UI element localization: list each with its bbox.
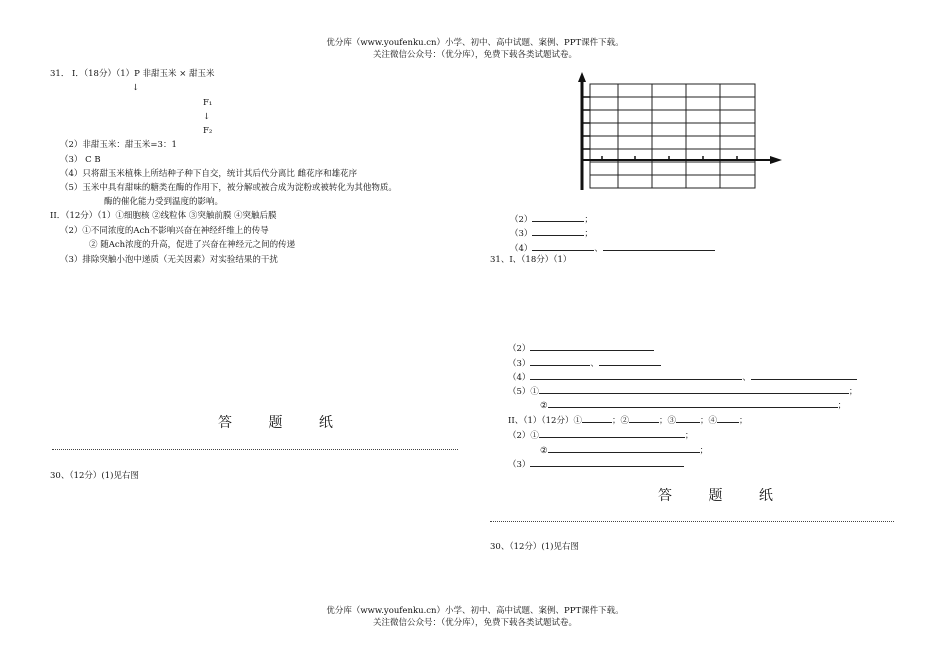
r2-line xyxy=(510,212,593,225)
ii-blank-3[interactable] xyxy=(676,413,700,423)
s4-blank-2[interactable] xyxy=(751,370,857,380)
r3-label: （3） xyxy=(510,229,533,239)
s5b-blank[interactable] xyxy=(548,398,838,408)
s5a-label: （5）① xyxy=(508,387,539,397)
footer-line-2: 关注微信公众号：（优分库），免费下载各类试题试卷。 xyxy=(372,618,577,628)
q2-part2a: （2）①不同浓度的Ach不影响兴奋在神经纤维上的传导 xyxy=(60,226,269,236)
s4-blank-1[interactable] xyxy=(530,370,742,380)
s4-line xyxy=(508,370,857,383)
ii-label: II、（1）（12分）① xyxy=(508,416,582,426)
answer-2: （2）非甜玉米：甜玉米=3：1 xyxy=(60,140,177,150)
answer-sheet-title-left: 答 题 纸 xyxy=(218,415,349,431)
s3-blank-2[interactable] xyxy=(599,356,661,366)
q31-title: 31． I．（18分）（1）P 非甜玉米 × 甜玉米 xyxy=(50,69,215,79)
answer-3: （3） C B xyxy=(60,155,101,165)
s3-line xyxy=(508,356,661,369)
answer-sheet-title-right: 答 题 纸 xyxy=(658,488,789,504)
ii-label-3: ；③ xyxy=(658,416,676,426)
ii-blank-4[interactable] xyxy=(717,413,739,423)
cross-arrow: ↓ xyxy=(132,83,140,93)
s5b-line xyxy=(540,398,846,411)
s5b-end: ； xyxy=(837,401,847,411)
t2b-line xyxy=(540,443,708,456)
t2a-label: （2）① xyxy=(508,431,539,441)
r3-blank[interactable] xyxy=(532,226,584,236)
r3-line xyxy=(510,226,593,239)
t2b-label: ② xyxy=(540,446,548,456)
ii-label-2: ；② xyxy=(611,416,629,426)
r4-label: （4） xyxy=(510,244,533,254)
t3-blank[interactable] xyxy=(530,457,684,467)
t3-line xyxy=(508,457,684,470)
f2-label: F₂ xyxy=(203,126,213,136)
q30-left: 30、（12分）(1)见右图 xyxy=(50,471,139,481)
f1-label: F₁ xyxy=(203,98,213,108)
t2a-blank[interactable] xyxy=(539,428,685,438)
blank-graph-grid xyxy=(570,72,785,194)
answer-4: （4）只将甜玉米植株上所结种子种下自交，统计其后代分离比 雌花序和雄花序 xyxy=(60,169,358,179)
t2a-line xyxy=(508,428,693,441)
dotted-divider-right xyxy=(490,521,894,522)
r3-end: ； xyxy=(584,229,593,239)
q30-right: 30、（12分）(1)见右图 xyxy=(490,542,579,552)
s5a-end: ； xyxy=(848,387,858,397)
ii-label-4: ；④ xyxy=(699,416,717,426)
s2-label: （2） xyxy=(508,344,531,354)
s5a-blank[interactable] xyxy=(539,384,849,394)
s3-sep: 、 xyxy=(590,359,599,369)
r2-end: ； xyxy=(584,215,593,225)
answer-5: （5）玉米中具有甜味的糖类在酶的作用下，被分解或被合成为淀粉或被转化为其他物质。 xyxy=(60,183,397,193)
q2-part2b: ② 随Ach浓度的升高，促进了兴奋在神经元之间的传递 xyxy=(89,240,296,250)
s5a-line xyxy=(508,384,857,397)
r4-blank-2[interactable] xyxy=(603,241,715,251)
r2-label: （2） xyxy=(510,215,533,225)
ii-end: ； xyxy=(739,416,748,426)
s4-label: （4） xyxy=(508,373,531,383)
answer-5-cont: 酶的催化能力受到温度的影响。 xyxy=(104,197,224,207)
q2-part3: （3）排除突触小泡中递质（无关因素）对实验结果的干扰 xyxy=(60,255,278,265)
t2b-end: ； xyxy=(699,446,709,456)
r4-sep: 、 xyxy=(594,244,603,254)
t2a-end: ； xyxy=(684,431,694,441)
dotted-divider-left xyxy=(52,449,458,450)
ii-line xyxy=(508,413,748,426)
s2-line xyxy=(508,341,654,354)
r4-blank-1[interactable] xyxy=(532,241,594,251)
q2-title: II．（12分）（1）①细胞核 ②线粒体 ③突触前膜 ④突触后膜 xyxy=(50,211,277,221)
f1-arrow: ↓ xyxy=(203,112,211,122)
s5b-label: ② xyxy=(540,401,548,411)
s2-blank[interactable] xyxy=(530,341,654,351)
q31-right: 31、I、（18分）（1） xyxy=(490,255,572,265)
t3-label: （3） xyxy=(508,460,531,470)
r2-blank[interactable] xyxy=(532,212,584,222)
footer-line-1: 优分库（www.youfenku.cn）小学、初中、高中试题、案例、PPT课件下载。 xyxy=(326,606,624,616)
r4-line xyxy=(510,241,715,254)
header-line-1: 优分库（www.youfenku.cn）小学、初中、高中试题、案例、PPT课件下载。 xyxy=(326,38,624,48)
ii-blank-1[interactable] xyxy=(582,413,612,423)
ii-blank-2[interactable] xyxy=(629,413,659,423)
s3-blank-1[interactable] xyxy=(530,356,590,366)
s4-sep: 、 xyxy=(742,373,751,383)
t2b-blank[interactable] xyxy=(548,443,700,453)
header-line-2: 关注微信公众号：（优分库），免费下载各类试题试卷。 xyxy=(372,50,577,60)
s3-label: （3） xyxy=(508,359,531,369)
